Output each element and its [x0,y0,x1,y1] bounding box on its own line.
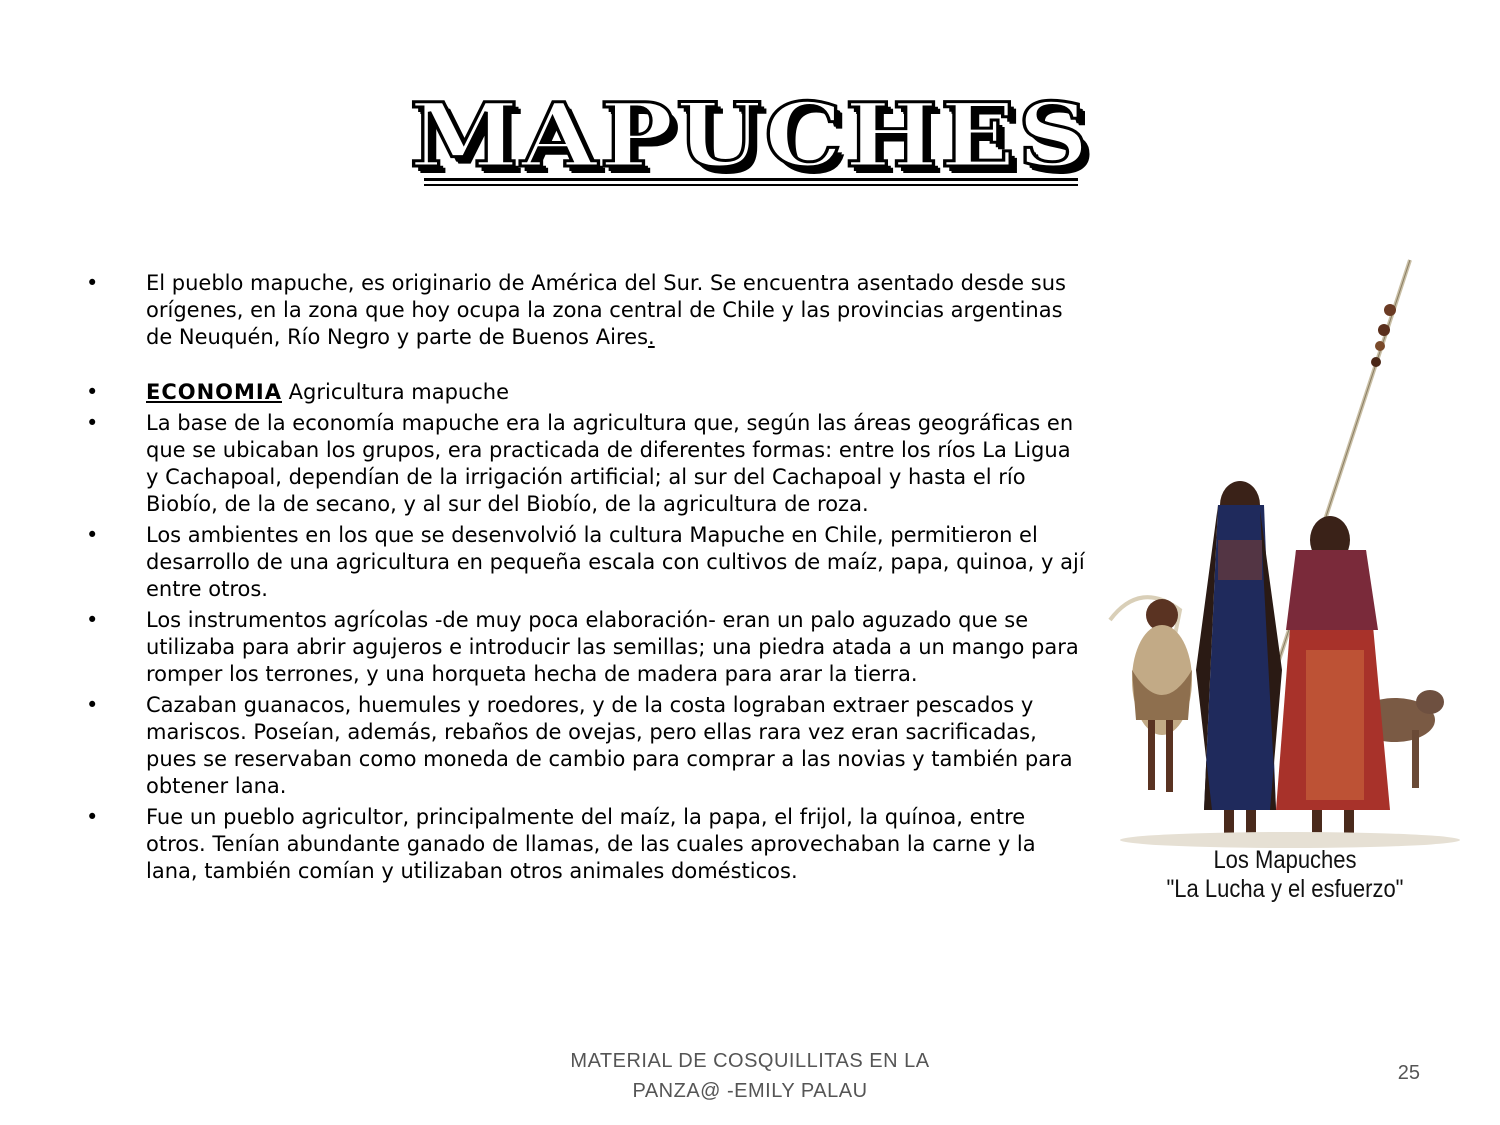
bullet-dot: • [86,271,99,295]
bullet-text: Agricultura mapuche [282,380,509,404]
footer-line-2: PANZA@ -EMILY PALAU [632,1080,868,1102]
title-underline-shadow [424,184,1078,186]
list-item [86,607,1086,688]
mapuche-illustration [1100,250,1460,850]
spear-decoration [1371,304,1396,367]
bullet-text: Los instrumentos agrícolas -de muy poca elaboración- eran un palo aguzado que se utilizaba para abrir agujeros e introducir las semillas; una piedra atada a un mango para romper los terrones, y una horqueta hecha de madera para arar la tierra. [146,608,1079,686]
bullet-text: La base de la economía mapuche era la agricultura que, según las áreas geográficas en que se ubicaban los grupos, era practicada de diferentes formas: entre los ríos La Ligua y Cachapoal, dependían de la irrigación artificial; al sur del Cachapoal y hasta el río Biobío, de la de secano, y al sur del Biobío, de la agricultura de roza. [146,411,1074,516]
figure-caption [1157,846,1412,904]
list-item [86,379,1086,406]
page-number: 25 [1397,1062,1420,1084]
caption-line-1: Los Mapuches [1213,846,1357,874]
section-heading: ECONOMIA [146,380,282,404]
list-item [86,270,1086,351]
bullet-dot: • [86,693,99,717]
footer [540,1046,960,1106]
title-block [409,83,1091,192]
bullet-text: Fue un pueblo agricultor, principalmente del maíz, la papa, el frijol, la quínoa, entre otros. Tenían abundante ganado de llamas, de las cuales aprovechaban la carne y la lana, también comían y utilizaban otros animales domésticos. [146,805,1036,883]
woman-blue-figure [1196,481,1282,840]
list-item [86,804,1086,885]
bullet-dot: • [86,608,99,632]
list-item [86,522,1086,603]
child-figure [1110,597,1192,792]
title-underline [424,178,1078,181]
bullet-text: El pueblo mapuche, es originario de América del Sur. Se encuentra asentado desde sus orígenes, en la zona que hoy ocupa la zona central de Chile y las provincias argentinas de Neuquén, Río Negro y parte de Buenos Aires [146,271,1066,349]
bullet-list [86,270,1086,885]
bullet-text: Los ambientes en los que se desenvolvió la cultura Mapuche en Chile, permitieron el desarrollo de una agricultura en pequeña escala con cultivos de maíz, papa, quinoa, y ají entre otros. [146,523,1085,601]
list-item [86,410,1086,518]
caption-line-2: "La Lucha y el esfuerzo" [1166,875,1404,903]
woman-red-figure [1276,516,1390,840]
list-item [86,692,1086,800]
bullet-dot: • [86,411,99,435]
bullet-text: Cazaban guanacos, huemules y roedores, y de la costa lograban extraer pescados y mariscos. Poseían, además, rebaños de ovejas, pero ellas rara vez eran sacrificadas, pues se reservaban como moneda de cambio para comprar a las novias y también para obtener lana. [146,693,1073,798]
bullet-tail: . [648,325,655,349]
bullet-dot: • [86,523,99,547]
page-title: MAPUCHES [409,83,1091,187]
footer-line-1: MATERIAL DE COSQUILLITAS EN LA [570,1050,930,1072]
bullet-dot: • [86,805,99,829]
bullet-dot: • [86,380,99,404]
